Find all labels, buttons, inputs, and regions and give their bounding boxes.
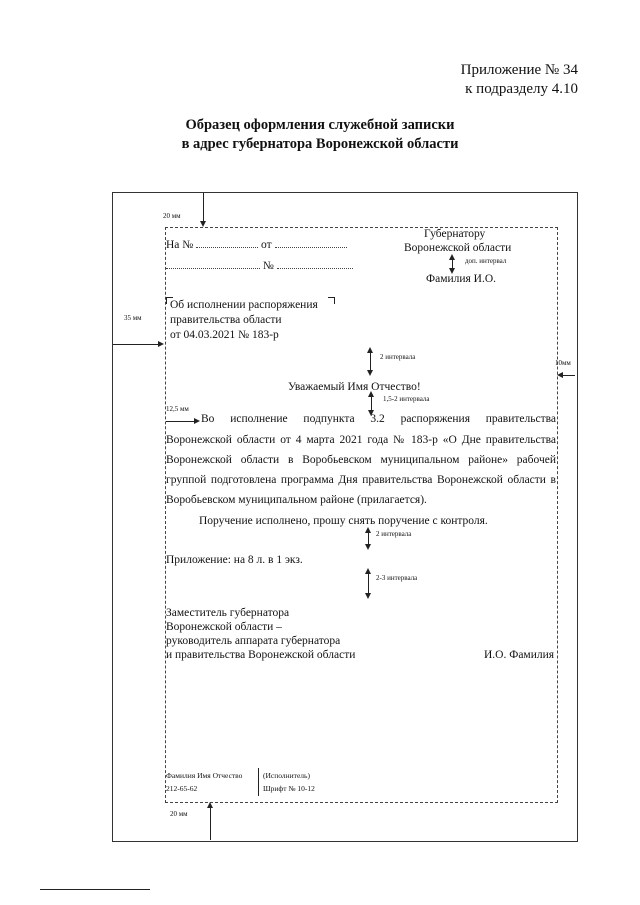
extra-interval-label: доп. интервал bbox=[465, 257, 507, 265]
reg-second-line bbox=[166, 259, 353, 272]
salutation: Уважаемый Имя Отчество! bbox=[288, 381, 421, 393]
interval-1-5-up-icon bbox=[368, 391, 374, 397]
interval-2a-label: 2 интервала bbox=[380, 353, 416, 361]
interval-2b-up-icon bbox=[365, 527, 371, 533]
indent-arrow-icon bbox=[194, 418, 200, 424]
signature-name: И.О. Фамилия bbox=[484, 649, 555, 661]
reg-number-blank-2 bbox=[277, 259, 353, 269]
subject-corner-right bbox=[328, 297, 335, 304]
left-margin-arrow-icon bbox=[158, 341, 164, 347]
interval-2b-down-icon bbox=[365, 544, 371, 550]
page-title: Образец оформления служебной записки bbox=[185, 117, 455, 133]
reg-na-label: На № bbox=[166, 239, 194, 251]
body-line-2: Воронежской области от 4 марта 2021 года № 183-р «О Дне правительства bbox=[166, 434, 556, 446]
subject-line1: Об исполнении распоряжения bbox=[170, 299, 318, 311]
top-margin-label: 20 мм bbox=[163, 212, 181, 220]
reg-date-blank bbox=[275, 238, 347, 248]
subject-line2: правительства области bbox=[170, 314, 282, 326]
indent-line bbox=[166, 421, 194, 422]
footer-rule bbox=[40, 889, 150, 890]
reg-no-label: № bbox=[262, 260, 274, 272]
body-line-4: группой подготовлена программа Дня правительства Воронежской области в bbox=[166, 474, 556, 486]
interval-2a-down-icon bbox=[367, 370, 373, 376]
interval-2-3-label: 2-3 интервала bbox=[376, 574, 418, 582]
indent-label: 12,5 мм bbox=[166, 405, 189, 413]
interval-2-3-down-icon bbox=[365, 593, 371, 599]
reg-ot-label: от bbox=[261, 239, 272, 251]
top-margin-arrow-icon bbox=[200, 221, 206, 227]
executor-name: Фамилия Имя Отчество bbox=[166, 771, 243, 780]
body-line-3: Воронежской области в Воробьевском муниципальном районе» рабочей bbox=[166, 454, 556, 466]
left-margin-line bbox=[113, 344, 158, 345]
appendix-subsection: к подразделу 4.10 bbox=[465, 81, 578, 97]
reg-date-blank-2 bbox=[166, 259, 260, 269]
addressee-line2: Воронежской области bbox=[404, 242, 512, 254]
interval-2b-label: 2 интервала bbox=[376, 530, 412, 538]
left-margin-label: 35 мм bbox=[124, 314, 142, 322]
bottom-margin-label: 20 мм bbox=[170, 810, 188, 818]
reg-number-blank bbox=[196, 238, 258, 248]
top-margin-line bbox=[203, 193, 204, 221]
interval-2a-up-icon bbox=[367, 347, 373, 353]
body-line-5: Воробьевском муниципальном районе (прилагается). bbox=[166, 494, 427, 506]
right-margin-label: 10мм bbox=[555, 359, 571, 367]
body-line-1: Во исполнение подпункта 3.2 распоряжения правительства bbox=[201, 413, 556, 425]
addressee-line1: Губернатору bbox=[424, 228, 486, 240]
page-subtitle: в адрес губернатора Воронежской области bbox=[181, 136, 459, 152]
reg-number-line bbox=[166, 238, 347, 251]
body-paragraph-2: Поручение исполнено, прошу снять поручение с контроля. bbox=[199, 515, 488, 527]
interval-1-5-label: 1,5-2 интервала bbox=[383, 395, 430, 403]
executor-label: (Исполнитель) bbox=[263, 771, 310, 780]
signature-line1: Заместитель губернатора bbox=[166, 607, 290, 619]
subject-line3: от 04.03.2021 № 183-р bbox=[170, 329, 279, 341]
bottom-margin-line bbox=[210, 808, 211, 840]
appendix-number: Приложение № 34 bbox=[460, 62, 578, 78]
executor-phone: 212-65-62 bbox=[166, 784, 198, 793]
signature-line3: руководитель аппарата губернатора bbox=[166, 635, 341, 647]
extra-interval-up-icon bbox=[449, 254, 455, 260]
attachment-line: Приложение: на 8 л. в 1 экз. bbox=[166, 554, 303, 566]
right-margin-line bbox=[563, 375, 575, 376]
executor-font-note: Шрифт № 10-12 bbox=[263, 784, 315, 793]
signature-line4: и правительства Воронежской области bbox=[166, 649, 356, 661]
interval-2-3-up-icon bbox=[365, 568, 371, 574]
addressee-name: Фамилия И.О. bbox=[426, 273, 497, 285]
signature-line2: Воронежской области – bbox=[166, 621, 282, 633]
